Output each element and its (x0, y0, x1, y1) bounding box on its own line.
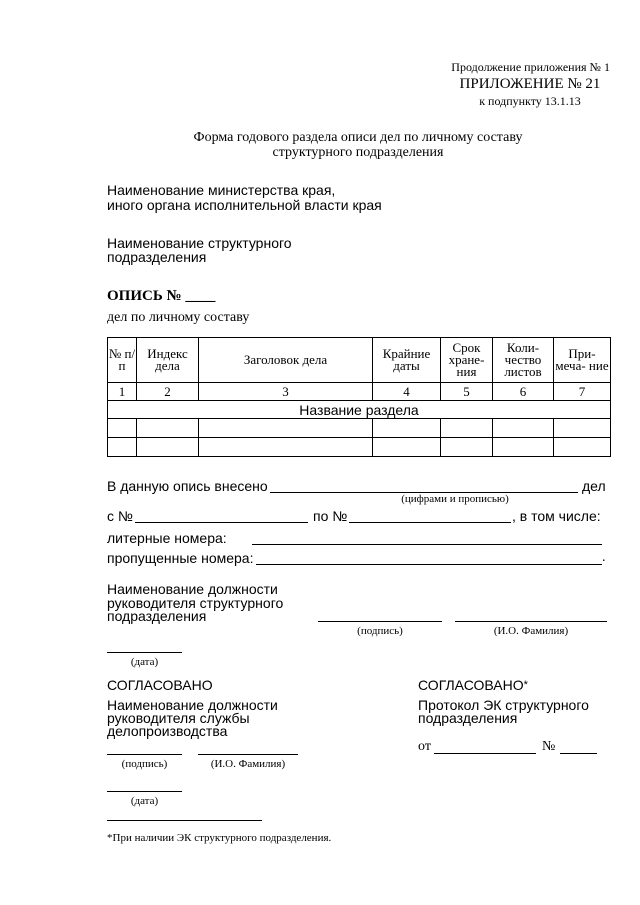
from-number-line (135, 522, 308, 523)
approval-left-signature-line (107, 754, 182, 755)
approval-right-asterisk: * (523, 679, 528, 691)
inventory-title: ОПИСЬ № ____ (107, 288, 216, 304)
form-title-line1: Форма годового раздела описи дел по личному составу (193, 130, 523, 145)
col-number: 6 (493, 383, 554, 401)
approval-left-name-caption: (И.О. Фамилия) (210, 758, 286, 770)
letter-numbers-label: литерные номера: (107, 530, 227, 546)
approval-left-name-line (198, 754, 298, 755)
head-date-line (107, 652, 182, 653)
approval-left-line1: Наименование должности (107, 697, 278, 713)
head-name-caption: (И.О. Фамилия) (493, 625, 569, 637)
table-row (108, 419, 611, 438)
missing-numbers-label: пропущенные номера: (107, 550, 254, 566)
head-position-line2: руководителя структурного (107, 595, 284, 611)
approval-right-line2: подразделения (418, 710, 518, 726)
approval-left-line3: делопроизводства (107, 723, 228, 739)
missing-numbers-line (256, 564, 602, 565)
col-header-retention: Срок хране- ния (441, 338, 493, 383)
unit-line2: подразделения (107, 249, 207, 265)
ministry-line1: Наименование министерства края, (107, 182, 336, 198)
col-number: 5 (441, 383, 493, 401)
approval-left-title: СОГЛАСОВАНО (107, 677, 213, 693)
included-caption: (цифрами и прописью) (401, 493, 509, 505)
table-section-row (108, 401, 611, 419)
included-unit: дел (582, 478, 606, 494)
approval-right-title (418, 677, 528, 693)
head-position-line3: подразделения (107, 608, 207, 624)
protocol-number-label: № (542, 739, 556, 754)
col-header-sheets: Коли- чество листов (493, 338, 554, 383)
included-label: В данную опись внесено (107, 478, 268, 494)
col-header-title: Заголовок дела (199, 338, 373, 383)
table-number-row (108, 383, 611, 401)
approval-left-line2: руководителя службы (107, 710, 250, 726)
approval-right-line1: Протокол ЭК структурного (418, 697, 589, 713)
protocol-date-line (434, 753, 536, 754)
unit-line1: Наименование структурного (107, 235, 292, 251)
footnote-divider (107, 820, 262, 821)
col-number: 4 (373, 383, 441, 401)
to-number-line (349, 522, 511, 523)
letter-numbers-line (252, 544, 602, 545)
col-header-index: Индекс дела (137, 338, 199, 383)
footnote: *При наличии ЭК структурного подразделения. (107, 832, 332, 844)
protocol-number-line (560, 753, 597, 754)
table-header-row (108, 338, 611, 383)
col-number: 7 (554, 383, 611, 401)
col-header-number: № п/п (108, 338, 137, 383)
head-name-line (455, 621, 607, 622)
appendix-reference: к подпункту 13.1.13 (479, 94, 581, 108)
head-date-caption: (дата) (130, 656, 159, 668)
section-name: Название раздела (108, 401, 611, 419)
approval-left-date-caption: (дата) (130, 795, 159, 807)
col-header-notes: При- меча- ние (554, 338, 611, 383)
from-number-label: с № (107, 508, 133, 524)
including-label: , в том числе: (512, 508, 601, 524)
col-number: 1 (108, 383, 137, 401)
table-row (108, 438, 611, 457)
head-signature-caption: (подпись) (357, 625, 403, 637)
protocol-from-label: от (418, 739, 431, 754)
appendix-title: ПРИЛОЖЕНИЕ № 21 (459, 76, 601, 92)
head-signature-line (318, 621, 442, 622)
missing-numbers-end: . (602, 550, 606, 565)
approval-right-title-text: СОГЛАСОВАНО (418, 677, 524, 693)
col-header-dates: Крайние даты (373, 338, 441, 383)
col-number: 2 (137, 383, 199, 401)
approval-left-signature-caption: (подпись) (121, 758, 168, 770)
to-number-label: по № (313, 508, 348, 524)
head-position-line1: Наименование должности (107, 581, 278, 597)
inventory-subtitle: дел по личному составу (107, 310, 250, 325)
continuation-note: Продолжение приложения № 1 (451, 60, 610, 74)
ministry-line2: иного органа исполнительной власти края (107, 197, 382, 213)
col-number: 3 (199, 383, 373, 401)
form-title-line2: структурного подразделения (272, 145, 444, 160)
inventory-table (107, 337, 611, 457)
approval-left-date-line (107, 791, 182, 792)
